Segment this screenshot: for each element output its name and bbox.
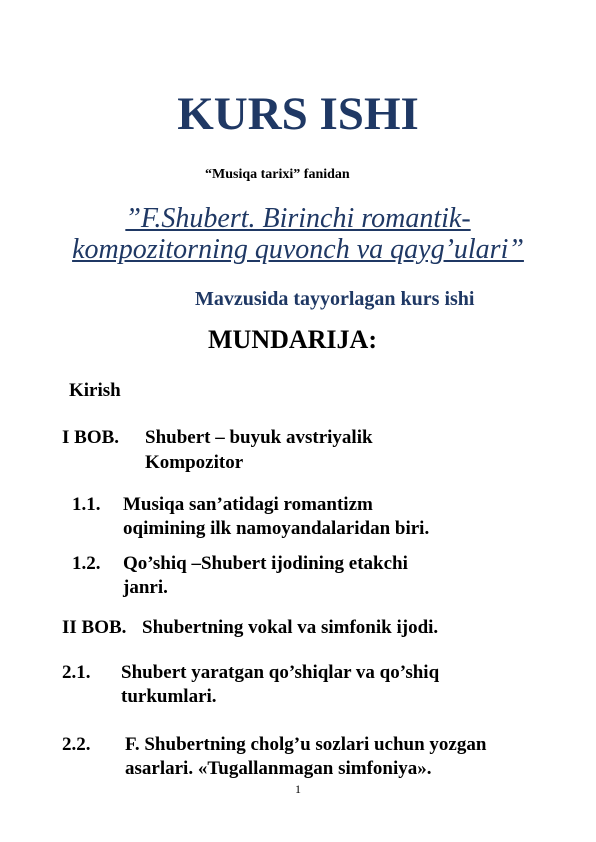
toc-entry-title: Shubertning vokal va simfonik ijodi. <box>142 617 439 638</box>
toc-entry-title: turkumlari. <box>121 686 217 707</box>
toc-entry-number: 1.1. <box>72 494 101 515</box>
toc-entry-number: 2.2. <box>62 734 91 755</box>
topic-title-line-1: ”F.Shubert. Birinchi romantik- <box>125 203 471 234</box>
document-title: KURS ISHI <box>177 88 419 140</box>
toc-entry-title: Shubert yaratgan qo’shiqlar va qo’shiq <box>121 662 440 683</box>
toc-entry-title: Qo’shiq –Shubert ijodining etakchi <box>123 553 408 574</box>
prepared-for-caption: Mavzusida tayyorlagan kurs ishi <box>195 288 475 310</box>
contents-heading: MUNDARIJA: <box>208 325 377 354</box>
page-number: 1 <box>295 782 301 796</box>
toc-entry-title: asarlari. «Tugallanmagan simfoniya». <box>125 758 432 779</box>
toc-entry-title: Kompozitor <box>145 452 244 473</box>
topic-title-line-2: kompozitorning quvonch va qayg’ulari” <box>72 234 524 265</box>
toc-entry-number: 1.2. <box>72 553 101 574</box>
toc-entry-number: 2.1. <box>62 662 91 683</box>
toc-entry-number: I BOB. <box>62 427 120 448</box>
toc-entry-title: Shubert – buyuk avstriyalik <box>145 427 373 448</box>
toc-entry-title: oqimining ilk namoyandalaridan biri. <box>123 518 430 539</box>
toc-entry-number: II BOB. <box>62 617 127 638</box>
toc-entry-kirish: Kirish <box>69 380 121 401</box>
toc-entry-title: janri. <box>123 577 168 598</box>
toc-entry-title: Musiqa san’atidagi romantizm <box>123 494 373 515</box>
course-subject: “Musiqa tarixi” fanidan <box>205 167 350 182</box>
toc-entry-title: F. Shubertning cholg’u sozlari uchun yozgan <box>125 734 487 755</box>
